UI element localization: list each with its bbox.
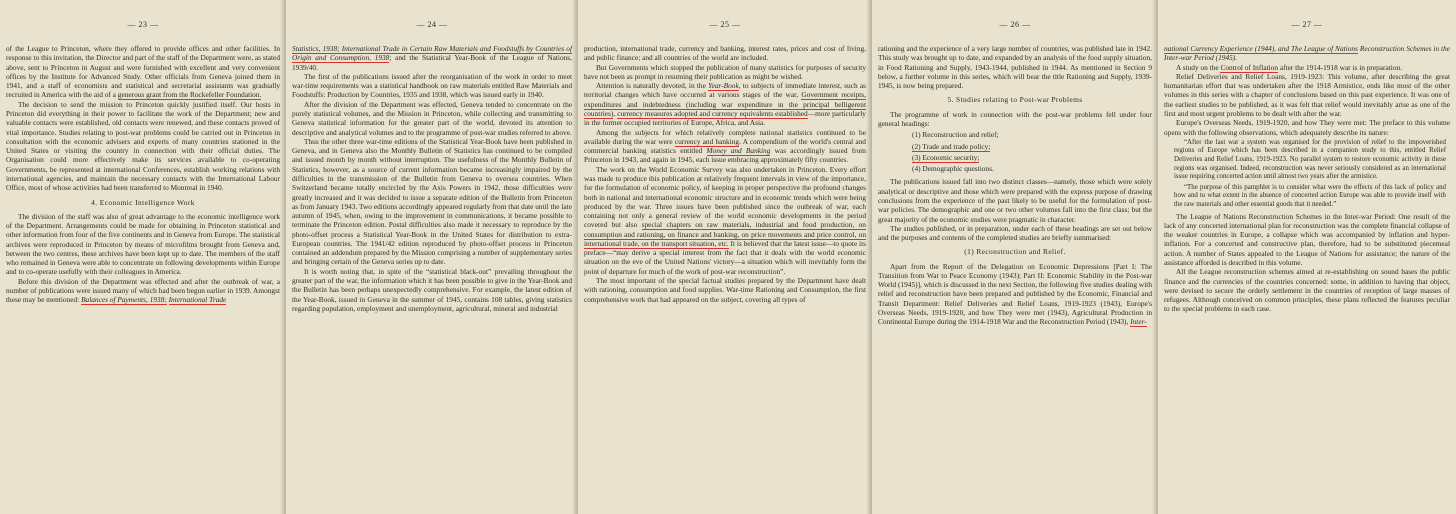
page-number: — 25 — bbox=[709, 20, 741, 29]
paragraph: The most important of the special factual studies prepared by the Department have dealt with rationing, consumption and food supplies. War-time Rationing and Consumption, the first comprehensive work that had appeared on the subject, covering all types of bbox=[584, 276, 866, 304]
text-run: . A compendium of the world's central and commercial banking statistics entitled bbox=[584, 136, 866, 156]
list-item bbox=[912, 142, 1152, 151]
paragraph: The division of the staff was also of great advantage to the economic intelligence work of the Department. Arrangements could be made for obtaining in Princeton statistical and other information from four of the five continents and in Geneva from Europe. The statistical archives were reproduced in Princeton by means of microfilms brought from Geneva and, between the two centres, these archives have been kept up to date. The members of the staff who remained in Geneva were able to concentrate on following developments within Europe and to co-operate usefully with their colleagues in America. bbox=[6, 211, 280, 277]
underlined-phrase: Foodstuffs by Countries of Origin and Consumption, 1938 bbox=[292, 44, 572, 63]
paragraph: The studies published, or in preparation, under each of these headings are set out below and the purposes and contents of the completed studies are briefly summarised: bbox=[878, 223, 1152, 243]
paragraph: Relief Deliveries and Relief Loans, 1919-1923: This volume, after describing the great humanitarian effort that was undertaken after the 1918 Armistice, ends like most of the other volumes in this series with a chapter of conclusions based on this past experience. It was one of the earliest studies to be published, as it was felt that relief would inevitably arise as one of the first and most urgent problems to be dealt with after the war. bbox=[1164, 71, 1450, 118]
page-25 bbox=[578, 0, 872, 514]
underlined-phrase: Year-Book bbox=[708, 81, 739, 91]
text-run: Reconstruction Schemes in the Inter-war Period (1945). bbox=[1164, 44, 1450, 63]
underlined-phrase: generous grant from the Rockefeller Foundation. bbox=[117, 90, 262, 100]
text-run: of the League to Princeton, where they offered to provide offices and other facilities. In response to this invitation, the Director and part of the staff of the Department were, as stated above, sent to Princeton in August and were furnished with excellent and very convenient offices by the Institute for Advanced Study. Other officials from Geneva joined them in 1941, and a staff of economists and statistical and secretarial assistants was gradually recruited in America with the aid of a bbox=[6, 44, 280, 100]
paragraph: Europe's Overseas Needs, 1919-1920, and how They were met: The preface to this volume opens with the following observations, which adequately describe its nature: bbox=[1164, 118, 1450, 137]
paragraph bbox=[878, 262, 1152, 327]
text-run: , bbox=[613, 108, 616, 118]
paragraph: production, international trade, currency and banking, interest rates, prices and cost of living, and public finance; and all countries of the world are included. bbox=[584, 44, 866, 63]
page-number: — 24 — bbox=[416, 20, 448, 29]
text-run: after the 1914-1918 war is in preparation. bbox=[1279, 62, 1403, 72]
page-body bbox=[6, 44, 280, 305]
subsection-heading: (1) Reconstruction and Relief. bbox=[964, 247, 1066, 257]
underlined-phrase: national Currency Experience (1944), and The League of Nations bbox=[1164, 44, 1358, 53]
underlined-phrase: (2) Trade and trade policy; bbox=[912, 141, 991, 151]
underlined-phrase: Money and Banking bbox=[706, 146, 771, 156]
text-run: It is believed that the latest issue—to quote its preface—“may derive a special interest from the fact that it deals with the world economic situation on the eve of the United Nations' victory—a situation which will inevitably form the point of departure for much of the work of post-war reconstruction”. bbox=[584, 238, 866, 276]
text-run: A study on the bbox=[1176, 62, 1219, 72]
underlined-phrase: Government receipts, expenditures and indebtedness (including war expenditure in the principal belligerent countries) bbox=[584, 90, 867, 118]
paragraph: The League of Nations Reconstruction Schemes in the Inter-war Period: One result of the lack of any concerted international plan for reconstruction was the complete financial collapse of the weaker countries in Europe, a collapse which was accompanied by inflation and hyper-inflation. For a concerted and constructive plan, therefore, had to be substituted piecemeal action. A number of States appealed to the League of Nations for assistance; the nature of the assistance afforded is described in this volume. bbox=[1164, 211, 1450, 267]
section-heading: 5. Studies relating to Post-war Problems bbox=[947, 95, 1083, 105]
page-body bbox=[584, 44, 866, 304]
page-number: — 27 — bbox=[1291, 20, 1323, 29]
paragraph: Thus the other three war-time editions of the Statistical Year-Book have been published in Geneva, and in Geneva also the Monthly Bulletin of Statistics has continued to be compiled and issued month by month without interruption. The usefulness of the Monthly Bulletin of Statistics, however, as a source of current information became increasingly impaired by the difficulties in the transmission of the Bulletin from Geneva to oversea countries. When Switzerland became totally encircled by the Axis Powers in 1942, those difficulties were greatly increased and it was decided to issue a separate edition of the Bulletin from Princeton as from January 1943. Two editions accordingly appeared regularly from that date until the late autumn of 1945, when, owing to the improvement in communications, it became possible to terminate the Princeton edition. Postal difficulties also made it necessary to reproduce by the photo-offset process a Statistical Year-Book in the United States for distribution to extra-European countries. The 1941/42 edition reproduced by photo-offset process in Princeton contained an addendum prepared by the Mission comprising a number of supplementary series and bringing certain of the Geneva series up to date. bbox=[292, 136, 572, 267]
paragraph: The publications issued fall into two distinct classes—namely, those which were solely analytical or descriptive and those which were prepared with the express purpose of drawing conclusions from the experience of the past likely to be useful for the formulation of post-war policies. The demographic and one or two other volumes fall into the first class; but the great majority of the economic studies were pragmatic in character. bbox=[878, 177, 1152, 224]
headings-list bbox=[878, 130, 1152, 173]
paragraph bbox=[1164, 44, 1450, 63]
page-number: — 26 — bbox=[999, 20, 1031, 29]
quotation: “After the last war a system was organised for the provision of relief to the impoverished regions of Europe which has been described in a companion study to this, entitled Relief Deliveries and Relief Loans, 1919-1923. No parallel system to restore economic activity in these regions was organised. Indeed, reconstruction was never seriously considered as an international issue requiring concerted action until almost two years after the armistice. bbox=[1174, 138, 1446, 181]
text-run: was accordingly issued from Princeton in 1943, and again in 1945, each issue embracing approximately fifty countries. bbox=[584, 146, 866, 165]
paragraph bbox=[584, 165, 866, 276]
paragraph bbox=[1164, 63, 1450, 72]
text-run: The work on the World Economic Survey was also undertaken in Princeton. Every effort was made to produce this publication at relatively frequent intervals in view of the importance, for the formulation of economic policy, of keeping in proper perspective the profound changes both in national and international economic structure and in economic trends which were being produced by the war. Three issues have been published since the outbreak of war, each containing not only a general review of the world economic developments in the period covered but also bbox=[584, 164, 866, 230]
text-run: ; and the Statistical Year-Book of the League of Nations, 1939/40. bbox=[292, 53, 572, 72]
underlined-phrase: Statistics, 1938; International Trade in Certain Raw Materials and bbox=[292, 44, 491, 53]
paragraph bbox=[6, 44, 280, 100]
page-body bbox=[1164, 44, 1450, 314]
paragraph: rationing and the experience of a very large number of countries, was published late in 1942. This study was brought up to date, and expanded by an analysis of the food supply situation, in Food Rationing and Supply, 1943-1944, published in 1944. As mentioned in Section 9 below, a further volume in this series, which will bear the title Rationing and Supply, 1939-1945, is now being prepared. bbox=[878, 44, 1152, 91]
paragraph: After the division of the Department was effected, Geneva tended to concentrate on the purely statistical volumes, and the Mission in Princeton, while collecting and transmitting to Geneva statistical information for the greater part of the world, devoted its attention to descriptive and analytical volumes and to the programme of post-war studies referred to above. bbox=[292, 99, 572, 137]
paragraph bbox=[584, 128, 866, 165]
underlined-phrase: Control of Inflation bbox=[1220, 62, 1279, 72]
underlined-phrase: Inter- bbox=[1130, 317, 1147, 327]
quotation: “The purpose of this pamphlet is to consider what were the effects of this lack of policy and how and to what extent in the absence of concerted action Europe was able to provide itself with the raw materials and other essential goods that it needed.” bbox=[1174, 183, 1446, 208]
paragraph: The decision to send the mission to Princeton quickly justified itself. Our hosts in Princeton did everything in their power to facilitate the work of the Department; new and valuable contacts were established, old contacts were renewed, and these contacts proved of vital importance. Studies relating to post-war problems could be carried out in Princeton in consultation with the economic advisers and experts of many countries stationed in the United States or visiting the country in connection with their official duties. The Organisation could more effectively make its services available to co-operating Governments, be represented at international Conferences, establish working relations with international agencies, and maintain the necessary contacts with the International Labour Office, most of whose activities had been transferred to Montreal in 1940. bbox=[6, 99, 280, 193]
underlined-phrase: (3) Economic security; bbox=[912, 152, 980, 162]
section-heading: 4. Economic Intelligence Work bbox=[91, 197, 195, 207]
page-23 bbox=[0, 0, 286, 514]
underlined-phrase: special chapters on raw materials, industrial and food production, on consumption and rationing, on finance and banking, on price movements and price control, on international trade, on the transport situation, etc. bbox=[584, 220, 866, 248]
text-run: Before this division of the Department was effected and after the outbreak of war, a number of publications were issued many of which had been begun earlier in 1939. Amongst these may be mentioned: bbox=[6, 276, 280, 305]
page-24 bbox=[286, 0, 578, 514]
text-run: Apart from the Report of the Delegation on Economic Depressions [Part I: The Transition from War to Peace Economy (1943); Part II: Economic Stability in the Post-war World (1945)], which is discussed in the next Section, the following five studies dealing with relief and reconstruction have been prepared and published by the Economic, Financial and Transit Department: Relief Deliveries and Relief Loans, 1919-1923 (1943), Europe's Overseas Needs, 1919-1920, and how They were met (1943), Agricultural Production in Continental Europe during the 1914-1918 War and the Reconstruction Period (1943), bbox=[878, 261, 1152, 327]
paragraph bbox=[6, 277, 280, 305]
page-26 bbox=[872, 0, 1158, 514]
underlined-phrase: Balances of Payments, 1938; bbox=[81, 295, 167, 305]
underlined-phrase: International Trade bbox=[168, 295, 227, 305]
text-run: Among the subjects for which relatively complete national statistics continued to be available during the war were bbox=[584, 127, 866, 146]
paragraph: The first of the publications issued after the reorganisation of the work in order to meet war-time requirements was a statistical handbook on raw materials entitled Raw Materials and Foodstuffs: Production by Countries, 1935 and 1938, which was issued early in 1940. bbox=[292, 71, 572, 100]
text-run: —more particularly in the former occupied territories of Europe, Africa, and Asia. bbox=[584, 108, 866, 128]
underlined-phrase: currency measures adopted and currency equivalents established bbox=[617, 108, 808, 118]
underlined-phrase: currency and banking bbox=[674, 136, 740, 146]
page-body bbox=[292, 44, 572, 313]
text-run: , to subjects of immediate interest, such as territorial changes which have occurred at various stages of the war, bbox=[584, 81, 867, 100]
page-27 bbox=[1158, 0, 1456, 514]
list-item: (4) Demographic questions. bbox=[912, 164, 994, 174]
page-number: — 23 — bbox=[127, 20, 159, 29]
page-body bbox=[878, 44, 1152, 327]
paragraph: The programme of work in connection with the post-war problems fell under four general headings: bbox=[878, 109, 1152, 128]
list-item bbox=[912, 153, 1152, 162]
paragraph bbox=[584, 81, 866, 127]
list-item: (1) Reconstruction and relief; bbox=[912, 130, 999, 140]
paragraph bbox=[292, 44, 572, 72]
paragraph: It is worth noting that, in spite of the “statistical black-out” prevailing throughout the greater part of the war, the information which it has been possible to give in the Year-Book and the Bulletin has been perhaps unexpectedly comprehensive. For example, the latest edition of the Year-Book, issued in Geneva in the summer of 1945, contains 108 tables, giving statistics regarding population, employment and unemployment, agricultural, mineral and industrial bbox=[292, 266, 572, 313]
paragraph: All the League reconstruction schemes aimed at re-establishing on sound bases the public finance and the currencies of the countries concerned: some, in addition to having that object, were devised to secure the orderly settlement in the countries of reception of large masses of refugees. Although conceived on common principles, these plans reflected the features peculiar to the special problems in each case. bbox=[1164, 267, 1450, 314]
text-run: Attention is naturally devoted, in the bbox=[596, 81, 706, 91]
paragraph: But Governments which stopped the publication of many statistics for purposes of security have not been as prompt in resuming their publication as might be wished. bbox=[584, 62, 866, 81]
